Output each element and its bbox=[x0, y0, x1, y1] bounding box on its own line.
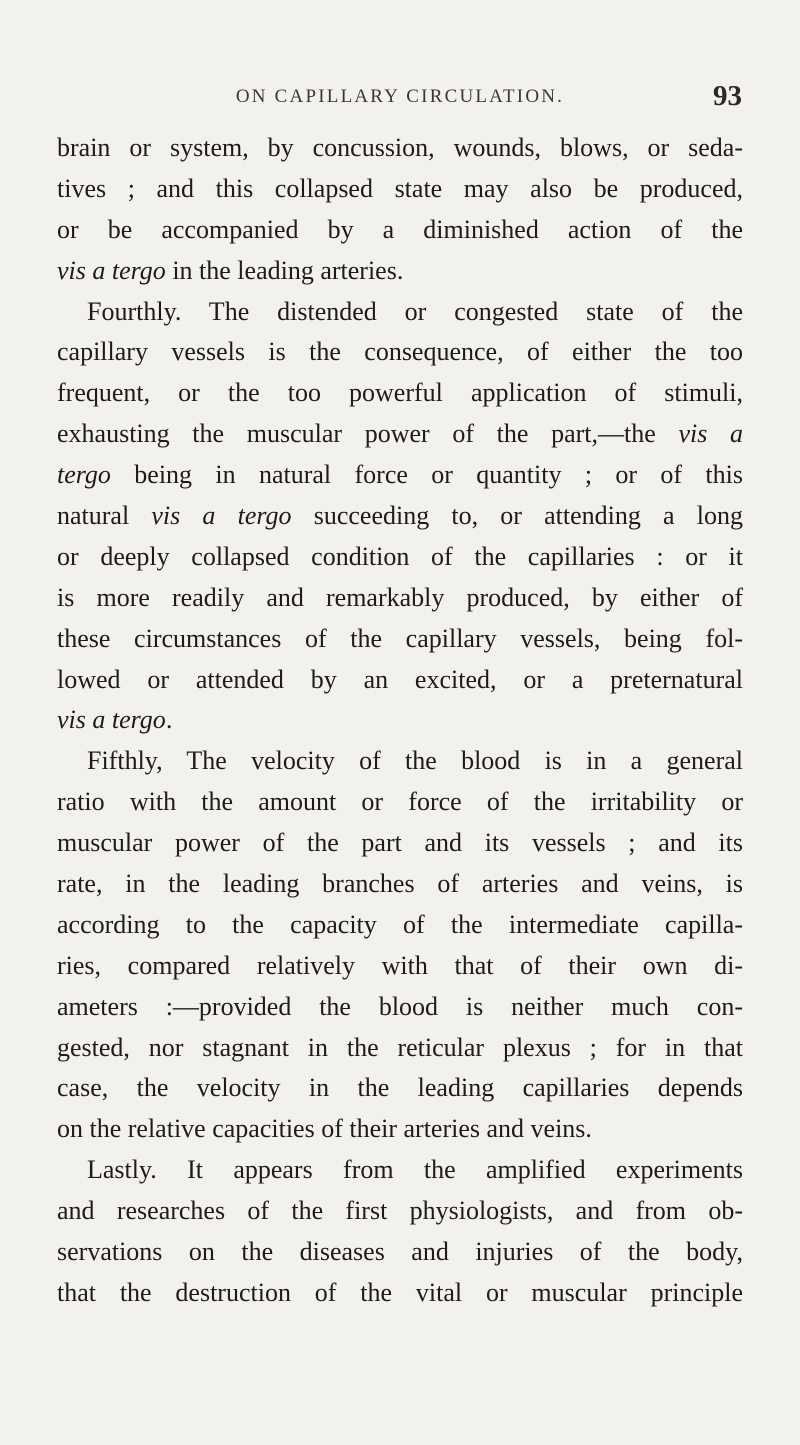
text-segment: case, the velocity in the leading capillaries depends bbox=[57, 1073, 743, 1103]
text-segment: rate, in the leading branches of arteries and veins, is bbox=[57, 869, 743, 899]
text-line bbox=[57, 782, 743, 823]
text-segment: ameters :—provided the blood is neither much con- bbox=[57, 991, 743, 1021]
text-line bbox=[57, 864, 743, 905]
text-segment: lowed or attended by an excited, or a preternatural bbox=[57, 664, 743, 694]
text-line bbox=[57, 1273, 743, 1314]
text-segment: Fourthly. The distended or congested state of the bbox=[87, 296, 743, 326]
text-line bbox=[57, 537, 743, 578]
text-line bbox=[57, 292, 743, 333]
text-segment: succeeding to, or attending a long bbox=[291, 501, 743, 531]
text-segment: according to the capacity of the intermediate capilla- bbox=[57, 909, 743, 939]
text-segment: Lastly. It appears from the amplified experiments bbox=[87, 1155, 743, 1185]
text-segment: and researches of the first physiologists, and from ob- bbox=[57, 1196, 743, 1226]
text-line bbox=[57, 169, 743, 210]
text-segment: servations on the diseases and injuries of the body, bbox=[57, 1237, 743, 1267]
text-line bbox=[57, 946, 743, 987]
text-segment: or be accompanied by a diminished action of the bbox=[57, 214, 743, 244]
text-line bbox=[57, 496, 743, 537]
text-segment: tives ; and this collapsed state may also be produced, bbox=[57, 173, 743, 203]
text-line bbox=[57, 1028, 743, 1069]
text-segment: ratio with the amount or force of the irritability or bbox=[57, 787, 743, 817]
text-segment: that the destruction of the vital or muscular principle bbox=[57, 1277, 743, 1307]
text-segment: brain or system, by concussion, wounds, blows, or seda- bbox=[57, 133, 743, 162]
text-line bbox=[57, 373, 743, 414]
text-line bbox=[57, 700, 743, 741]
text-segment: exhausting the muscular power of the part,—the bbox=[57, 419, 679, 449]
text-segment: on the relative capacities of their arteries and veins. bbox=[57, 1114, 592, 1144]
text-segment: these circumstances of the capillary vessels, being fol- bbox=[57, 623, 743, 653]
text-line bbox=[57, 414, 743, 455]
text-segment: capillary vessels is the consequence, of either the too bbox=[57, 337, 743, 367]
text-segment: frequent, or the too powerful application of stimuli, bbox=[57, 378, 743, 408]
text-line bbox=[57, 210, 743, 251]
text-line bbox=[57, 823, 743, 864]
text-line bbox=[57, 987, 743, 1028]
text-line bbox=[57, 905, 743, 946]
text-line bbox=[57, 1150, 743, 1191]
text-segment: gested, nor stagnant in the reticular plexus ; for in that bbox=[57, 1032, 743, 1062]
text-line bbox=[57, 332, 743, 373]
text-line bbox=[57, 619, 743, 660]
text-segment: Fifthly, The velocity of the blood is in a general bbox=[87, 746, 743, 776]
text-segment: is more readily and remarkably produced, by either of bbox=[57, 582, 743, 612]
italic-phrase: vis a tergo bbox=[57, 255, 166, 285]
text-line bbox=[57, 1068, 743, 1109]
italic-phrase: vis a bbox=[678, 419, 743, 449]
text-segment: muscular power of the part and its vessels ; and its bbox=[57, 828, 743, 858]
page-header bbox=[0, 80, 800, 114]
text-line bbox=[57, 1191, 743, 1232]
running-head: ON CAPILLARY CIRCULATION. bbox=[235, 86, 565, 107]
text-line bbox=[57, 251, 743, 292]
italic-phrase: vis a tergo bbox=[57, 705, 166, 735]
italic-phrase: tergo bbox=[57, 460, 111, 490]
text-segment: being in natural force or quantity ; or of this bbox=[110, 460, 743, 490]
text-segment: . bbox=[165, 705, 173, 735]
body-text bbox=[57, 128, 743, 1314]
text-segment: ries, compared relatively with that of their own di- bbox=[57, 950, 743, 980]
text-line bbox=[57, 578, 743, 619]
text-segment: natural bbox=[57, 501, 152, 531]
text-line bbox=[57, 741, 743, 782]
text-line bbox=[57, 660, 743, 701]
text-segment: or deeply collapsed condition of the capillaries : or it bbox=[57, 541, 743, 571]
text-line bbox=[57, 128, 743, 169]
text-line bbox=[57, 1232, 743, 1273]
italic-phrase: vis a tergo bbox=[151, 501, 292, 531]
text-line bbox=[57, 1109, 743, 1150]
text-line bbox=[57, 455, 743, 496]
text-segment: in the leading arteries. bbox=[165, 255, 404, 285]
page-number: 93 bbox=[713, 80, 742, 112]
